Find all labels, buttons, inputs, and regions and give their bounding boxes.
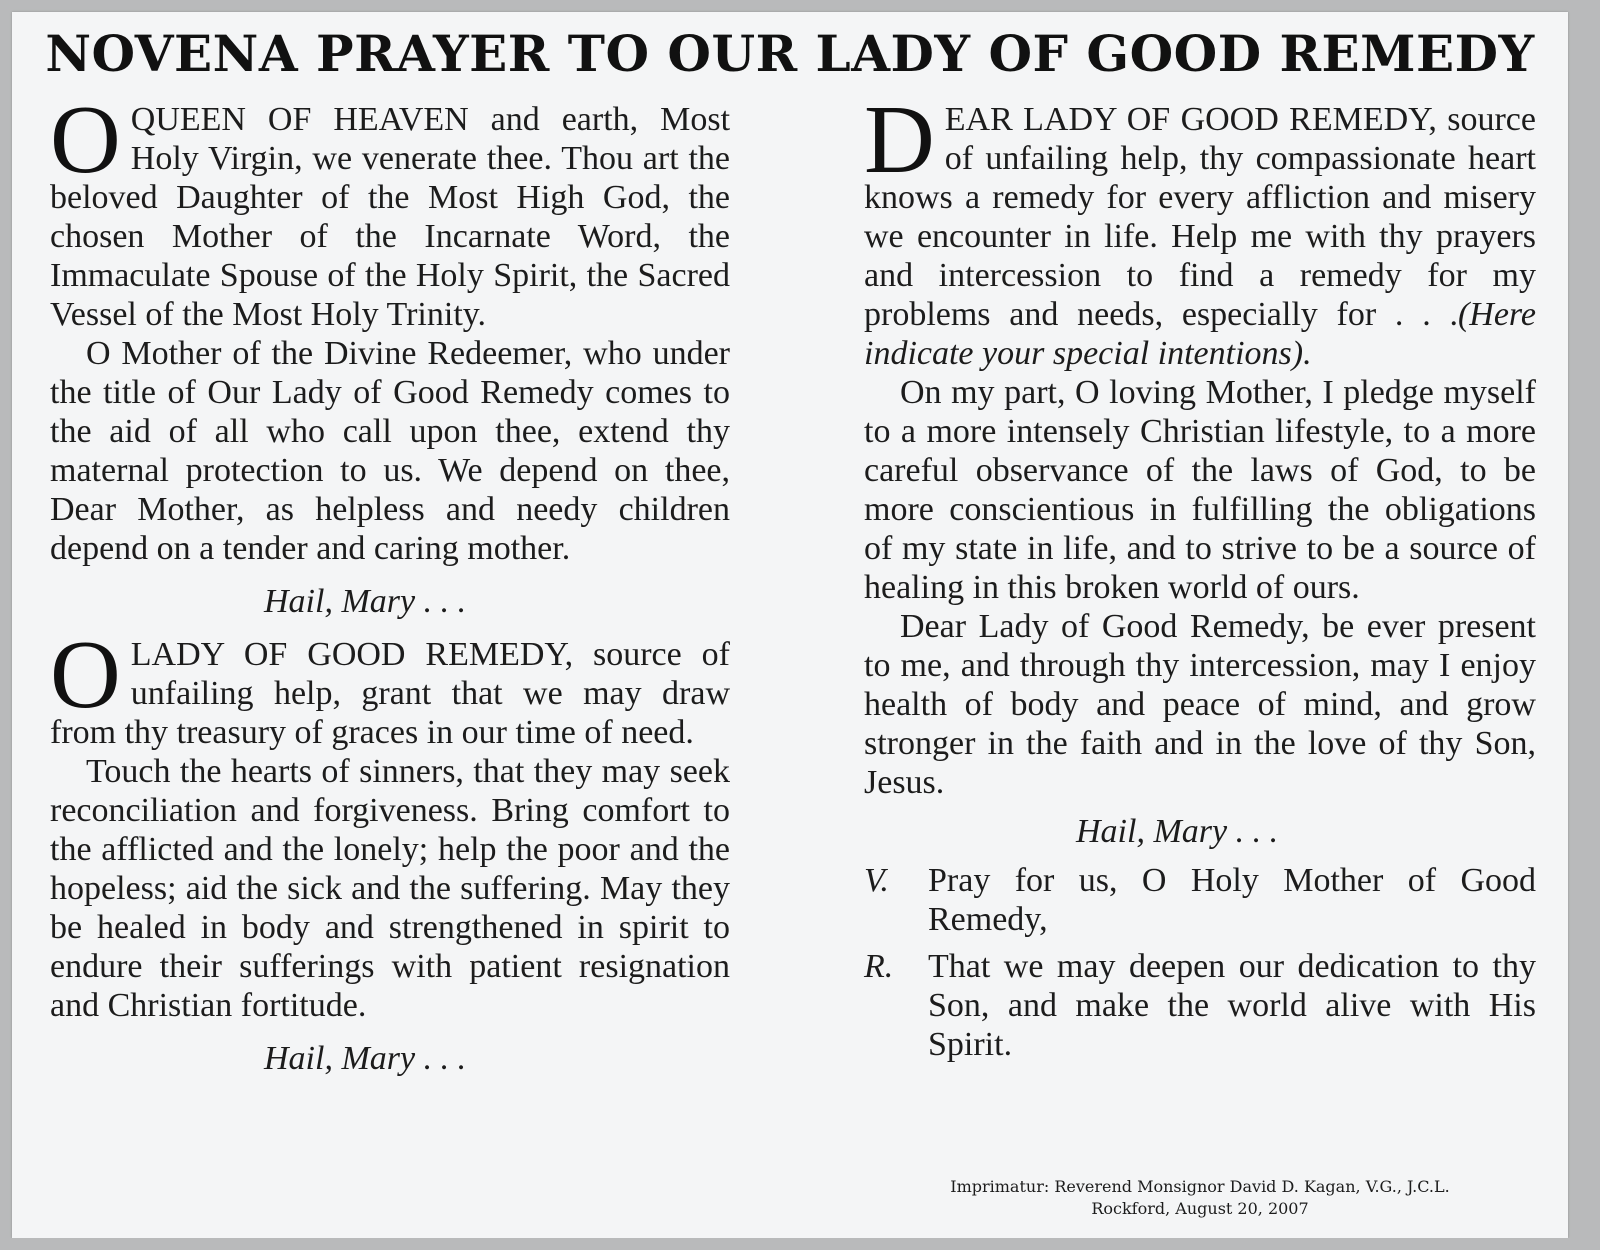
paragraph-text: source of unfailing help, thy compassionate heart knows a remedy for every affliction and misery we encounter in life. Help me with thy prayers and intercession to find a remedy for my problems and needs, especially for . . . — [864, 101, 1536, 333]
small-caps-lead: LADY OF GOOD REMEDY, — [130, 636, 574, 673]
drop-cap-letter: O — [50, 86, 121, 194]
prayer-paragraph-be-ever-present: Dear Lady of Good Remedy, be ever present to me, and through thy intercession, may I enjoy health of body and peace of mind, and grow stronger in the faith and in the love of thy Son, Jesus. — [864, 608, 1536, 801]
versicle — [864, 861, 1536, 939]
drop-cap-letter: O — [50, 621, 121, 729]
response-letter: R. — [864, 948, 894, 985]
response — [864, 947, 1536, 1064]
right-column — [864, 86, 1536, 1072]
left-column — [50, 86, 731, 1092]
prayer-paragraph-queen-of-heaven — [50, 86, 731, 334]
special-intentions-note: (Here indicate your special intentions). — [864, 296, 1536, 372]
window-bottom-edge — [0, 1238, 1600, 1250]
hail-mary-line: Hail, Mary . . . — [264, 583, 467, 620]
response-text: That we may deepen our dedication to thy Son, and make the world alive with His Spirit. — [928, 948, 1536, 1063]
paragraph-text: source of unfailing help, grant that we may draw from thy treasury of graces in our time of need. — [50, 636, 730, 751]
drop-cap-letter: D — [864, 86, 935, 194]
imprimatur-notice — [864, 1176, 1536, 1220]
prayer-card-page — [12, 12, 1568, 1238]
hail-mary-line: Hail, Mary . . . — [264, 1040, 467, 1077]
prayer-paragraph-dear-lady — [864, 86, 1536, 373]
prayer-paragraph-on-my-part: On my part, O loving Mother, I pledge myself to a more intensely Christian lifestyle, to a more careful observance of the laws of God, to be more conscientious in fulfilling the obligations of my state in life, and to strive to be a source of healing in this broken world of ours. — [864, 374, 1536, 606]
prayer-paragraph-touch-the-hearts: Touch the hearts of sinners, that they may seek reconciliation and forgiveness. Bring comfort to the afflicted and the lonely; help the poor and the hopeless; aid the sick and the suffering. May they be healed in body and strengthened in spirit to endure their sufferings with patient resignation and Christian fortitude. — [50, 753, 730, 1024]
versicle-text: Pray for us, O Holy Mother of Good Remedy, — [928, 862, 1536, 938]
prayer-paragraph-lady-of-good-remedy — [50, 621, 730, 752]
small-caps-lead: EAR LADY OF GOOD REMEDY, — [944, 101, 1437, 138]
versicle-letter: V. — [864, 862, 889, 899]
prayer-paragraph-mother-of-redeemer: O Mother of the Divine Redeemer, who under the title of Our Lady of Good Remedy comes to the aid of all who call upon thee, extend thy maternal protection to us. We depend on thee, Dear Mother, as helpless and needy children depend on a tender and caring mother. — [50, 335, 730, 567]
paragraph-text: and earth, Most Holy Virgin, we venerate thee. Thou art the beloved Daughter of the Most High God, the chosen Mother of the Incarnate Word, the Immaculate Spouse of the Holy Spirit, the Sacred Vessel of the Most Holy Trinity. — [50, 101, 731, 333]
imprimatur-place-date: Rockford, August 20, 2007 — [1091, 1199, 1309, 1218]
hail-mary-line: Hail, Mary . . . — [1076, 813, 1279, 850]
imprimatur-line: Imprimatur: Reverend Monsignor David D. Kagan, V.G., J.C.L. — [950, 1177, 1450, 1196]
page-title: NOVENA PRAYER TO OUR LADY OF GOOD REMEDY — [45, 24, 1535, 83]
small-caps-lead: QUEEN OF HEAVEN — [130, 101, 469, 138]
